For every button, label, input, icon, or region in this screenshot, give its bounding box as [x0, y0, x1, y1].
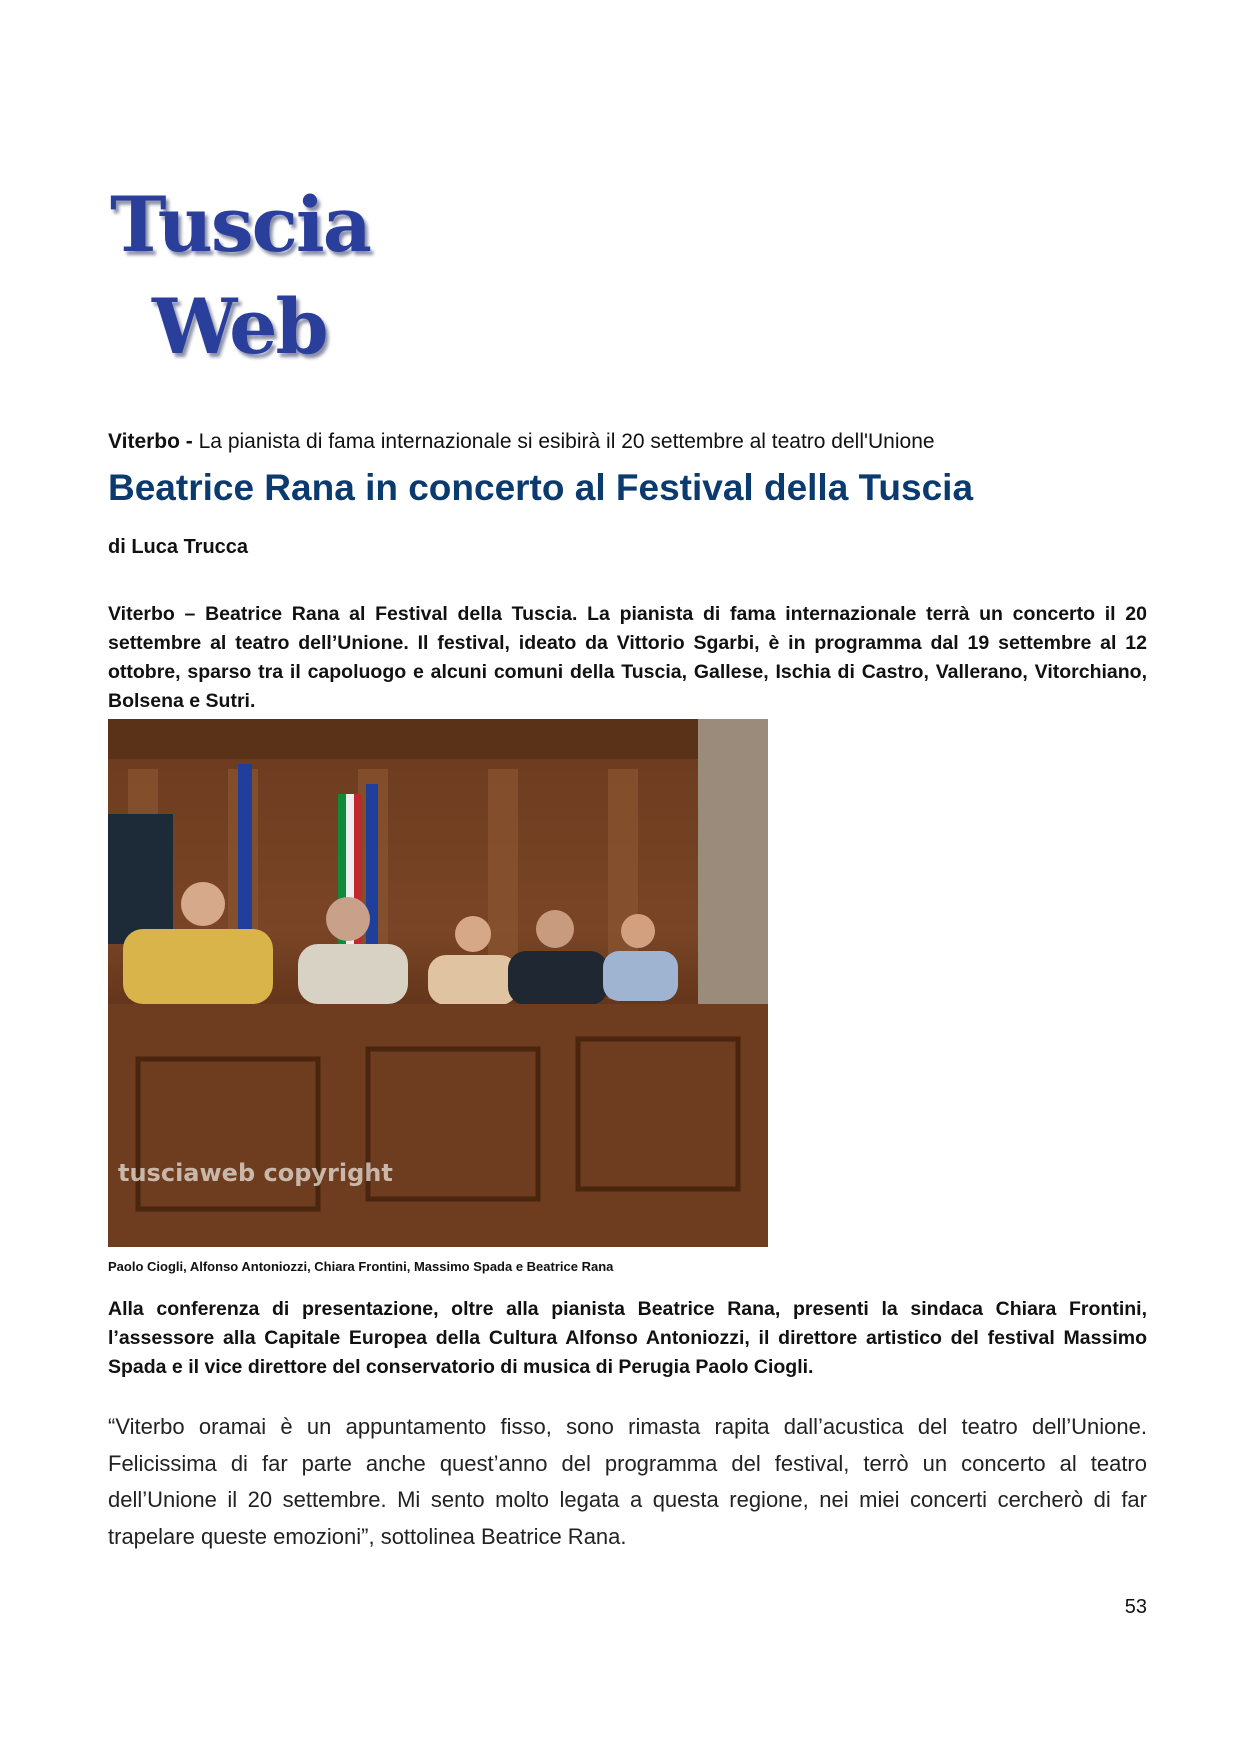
article-kicker — [108, 430, 935, 454]
kicker-place: Viterbo - — [108, 430, 193, 453]
photo-watermark: tusciaweb copyright — [118, 1159, 393, 1187]
article-author: di Luca Trucca — [108, 536, 249, 558]
photo-illustration — [108, 719, 768, 1247]
article-lead: Viterbo – Beatrice Rana al Festival della Tuscia. La pianista di fama internazionale terrà un concerto il 20 settembre al teatro dell’Unione. Il festival, ideato da Vittorio Sgarbi, è in programma dal 19 settembre al 12 ottobre, sparso tra il capoluogo e alcuni comuni della Tuscia, Gallese, Ischia di Castro, Vallerano, Vitorchiano, Bolsena e Sutri. — [108, 603, 1147, 712]
article-title: Beatrice Rana in concerto al Festival della Tuscia — [108, 467, 974, 508]
logo-line2: Web — [152, 282, 327, 371]
kicker-text: La pianista di fama internazionale si esibirà il 20 settembre al teatro dell'Unione — [192, 430, 935, 453]
photo-caption: Paolo Ciogli, Alfonso Antoniozzi, Chiara Frontini, Massimo Spada e Beatrice Rana — [108, 1259, 614, 1274]
tusciaweb-logo — [108, 180, 378, 380]
article-quote: “Viterbo oramai è un appuntamento fisso, sono rimasta rapita dall’acustica del teatro dell’Unione. Felicissima di far parte anche quest’anno del programma del festival, terrò un concerto al teatro dell’Unione il 20 settembre. Mi sento molto legata a questa regione, nei miei concerti cercherò di far trapelare queste emozioni”, sottolinea Beatrice Rana. — [108, 1414, 1147, 1549]
page-number: 53 — [1124, 1596, 1147, 1618]
press-conference-photo — [108, 719, 768, 1247]
logo-line1: Tuscia — [110, 180, 371, 269]
article-paragraph-2: Alla conferenza di presentazione, oltre alla pianista Beatrice Rana, presenti la sindaca Chiara Frontini, l’assessore alla Capitale Europea della Cultura Alfonso Antoniozzi, il direttore artistico del festival Massimo Spada e il vice direttore del conservatorio di musica di Perugia Paolo Ciogli. — [108, 1298, 1147, 1378]
